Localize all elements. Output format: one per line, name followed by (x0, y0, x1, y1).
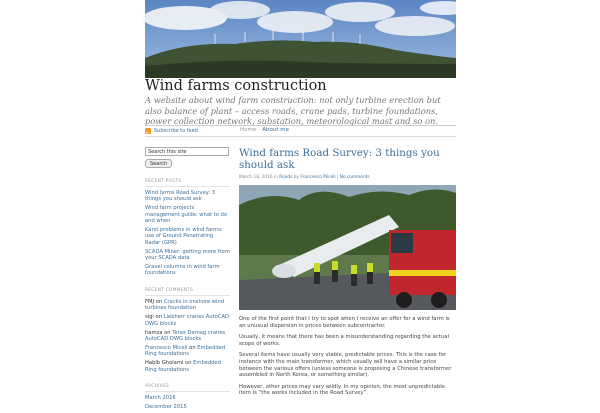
comment-author: hamza (145, 329, 163, 336)
archives-list (145, 395, 230, 410)
search-button[interactable]: Search (145, 159, 172, 168)
post-date: March 18, 2016 (239, 175, 273, 180)
comment-author-link[interactable]: Francesco Miceli (145, 344, 188, 351)
post-title[interactable]: Wind farms Road Survey: 3 things you should ask (239, 147, 440, 171)
comment-post-link[interactable]: Liebherr cranes AutoCAD DWG blocks (145, 314, 229, 327)
post-in-label: in (273, 175, 278, 180)
comment-item (145, 299, 230, 312)
header-image (145, 0, 456, 78)
post-paragraph: However, other prices may vary wildly. In my opinion, the most unpredictable item is “the works included in the Road Survey”. (239, 383, 445, 397)
comment-item (145, 345, 230, 358)
archive-link[interactable]: March 2016 (145, 394, 176, 401)
post-comments-link[interactable]: No comments (339, 175, 370, 180)
main-content (239, 147, 456, 402)
sidebar (145, 147, 230, 413)
nav-about-link[interactable]: About me (262, 127, 290, 133)
archives-heading: ARCHIVES (145, 384, 230, 392)
post-paragraph: Several items have usually very stable, predictable prices. This is the case for instance with the main transformer, which usually will have a similar price between the various offers (unless someone is proposing a Chinese transformer assembled in North Korea, or something similar). (239, 352, 452, 379)
comment-on-label: on (189, 344, 196, 351)
recent-posts-list (145, 190, 230, 277)
nav-links (240, 127, 289, 133)
comment-author: FMJ (145, 298, 154, 305)
site-description: A website about wind farm construction: not only turbine erection but also balance of plant – access roads, crane pads, turbine foundations, power collection network, substation, meteorological mast and so on. (145, 95, 441, 126)
post-category-link[interactable]: Roads (279, 175, 293, 180)
site-title[interactable]: Wind farms construction (145, 78, 327, 94)
comment-item (145, 330, 230, 343)
comment-item (145, 360, 230, 373)
nav-home-link[interactable]: Home (240, 127, 257, 133)
search-input[interactable] (145, 147, 229, 156)
post-paragraph: One of the first point that I try to spot when I receive an offer for a wind farm is an unusual dispersion in prices between subcontractor. (239, 316, 450, 329)
recent-post-link[interactable]: Wind farm projects management guide: what to do and when (145, 205, 228, 225)
comment-on-label: on (155, 298, 163, 305)
post-by-label: by (293, 175, 299, 180)
navigation-bar (145, 125, 456, 137)
comment-author: sigi (145, 314, 154, 321)
subscribe-feed-link[interactable] (145, 128, 198, 134)
post-paragraph: Usually, it means that there has been a misunderstanding regarding the actual scope of works. (239, 334, 449, 347)
subscribe-feed-label[interactable]: Subscribe to feed (154, 128, 198, 134)
recent-post-link[interactable]: Gravel columns in wind farm foundations (145, 264, 220, 277)
recent-posts-heading: RECENT POSTS (145, 179, 230, 187)
post-image (239, 185, 456, 310)
recent-post-link[interactable]: Karst problems in wind farms: use of Ground Penetrating Radar (GPR) (145, 227, 223, 246)
comment-on-label: on (164, 329, 171, 336)
comment-item (145, 314, 230, 327)
comment-on-label: on (185, 360, 192, 367)
comment-author: Habib Gholami (145, 360, 184, 367)
post-meta (239, 175, 456, 180)
recent-post-link[interactable]: Wind farms Road Survey: 3 things you should ask (145, 190, 216, 203)
rss-icon (145, 128, 151, 134)
comment-post-link[interactable]: Embedded Ring foundations (145, 344, 226, 358)
recent-post-link[interactable]: SCADA Miner: getting more from your SCADA data (145, 248, 230, 262)
post-author-link[interactable]: Francesco Miceli (300, 175, 336, 180)
meta-separator: | (336, 175, 339, 180)
recent-comments-heading: RECENT COMMENTS (145, 288, 230, 296)
comment-post-link[interactable]: Embedded Ring foundations (145, 360, 222, 373)
post-body (239, 316, 456, 397)
recent-comments-list (145, 299, 230, 373)
archive-link[interactable]: December 2015 (145, 403, 187, 410)
comment-on-label: on (155, 314, 163, 321)
comment-post-link[interactable]: Cracks in onshore wind turbines foundation (145, 298, 225, 312)
comment-post-link[interactable]: Terex Demag cranes AutoCAD DWG blocks (145, 329, 226, 342)
